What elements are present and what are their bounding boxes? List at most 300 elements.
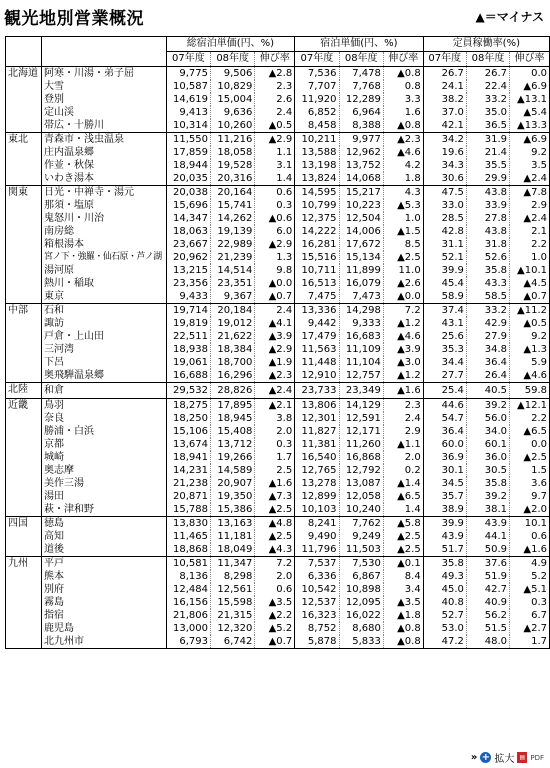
- area-name: 徳島: [41, 517, 166, 531]
- value-cell: 12,591: [339, 412, 383, 425]
- value-cell: 40.5: [466, 383, 509, 399]
- value-cell: 13,712: [211, 438, 255, 451]
- value-cell: 11,920: [295, 93, 339, 106]
- table-row: [6, 596, 550, 609]
- area-name: 奈良: [41, 412, 166, 425]
- value-cell: ▲2.6: [383, 277, 423, 290]
- value-cell: 21,238: [166, 477, 210, 490]
- value-cell: 34.3: [423, 159, 466, 172]
- value-cell: 20,184: [211, 304, 255, 318]
- value-cell: 10,581: [166, 557, 210, 571]
- value-cell: 9,249: [339, 530, 383, 543]
- value-cell: 18,938: [166, 343, 210, 356]
- value-cell: 13,278: [295, 477, 339, 490]
- value-cell: 43.8: [466, 186, 509, 200]
- value-cell: 36.0: [466, 451, 509, 464]
- value-cell: ▲0.8: [383, 119, 423, 133]
- value-cell: 0.6: [255, 583, 295, 596]
- value-cell: 18,700: [211, 356, 255, 369]
- value-cell: 16,683: [339, 330, 383, 343]
- region-label: 近畿: [6, 399, 42, 517]
- area-name: 指宿: [41, 609, 166, 622]
- value-cell: ▲4.3: [255, 543, 295, 557]
- value-cell: 3.1: [255, 159, 295, 172]
- value-cell: 0.8: [383, 80, 423, 93]
- value-cell: 8,388: [339, 119, 383, 133]
- value-cell: 30.5: [466, 464, 509, 477]
- value-cell: ▲6.9: [510, 80, 550, 93]
- value-cell: 10,799: [295, 199, 339, 212]
- area-name: 東京: [41, 290, 166, 304]
- area-name: 那須・塩原: [41, 199, 166, 212]
- col-y08: 08年度: [211, 52, 255, 67]
- value-cell: 11.0: [383, 264, 423, 277]
- value-cell: 12,792: [339, 464, 383, 477]
- value-cell: 37.6: [466, 557, 509, 571]
- value-cell: 2.4: [255, 304, 295, 318]
- table-row: [6, 343, 550, 356]
- value-cell: ▲2.3: [383, 133, 423, 147]
- value-cell: 37.0: [423, 106, 466, 119]
- value-cell: 9,977: [339, 133, 383, 147]
- value-cell: 1.6: [383, 106, 423, 119]
- value-cell: 23,351: [211, 277, 255, 290]
- value-cell: 24.1: [423, 80, 466, 93]
- value-cell: 34.2: [423, 133, 466, 147]
- table-row: [6, 543, 550, 557]
- value-cell: 18,275: [166, 399, 210, 413]
- value-cell: 14,619: [166, 93, 210, 106]
- value-cell: 16,022: [339, 609, 383, 622]
- col-growth: 伸び率: [383, 52, 423, 67]
- value-cell: ▲4.6: [383, 330, 423, 343]
- value-cell: 7,530: [339, 557, 383, 571]
- value-cell: 2.2: [510, 238, 550, 251]
- table-row: [6, 238, 550, 251]
- area-name: 美作三湯: [41, 477, 166, 490]
- value-cell: 7,707: [295, 80, 339, 93]
- value-cell: 17,895: [211, 399, 255, 413]
- value-cell: 52.1: [423, 251, 466, 264]
- value-cell: 15,788: [166, 503, 210, 517]
- value-cell: 27.7: [423, 369, 466, 383]
- value-cell: 8,458: [295, 119, 339, 133]
- value-cell: ▲1.8: [383, 609, 423, 622]
- value-cell: 22,989: [211, 238, 255, 251]
- value-cell: 6,964: [339, 106, 383, 119]
- table-row: [6, 503, 550, 517]
- value-cell: 4.3: [383, 186, 423, 200]
- value-cell: 8,680: [339, 622, 383, 635]
- value-cell: ▲6.5: [383, 490, 423, 503]
- value-cell: 5.2: [510, 570, 550, 583]
- value-cell: 10,711: [295, 264, 339, 277]
- value-cell: 47.5: [423, 186, 466, 200]
- value-cell: 10,240: [339, 503, 383, 517]
- value-cell: ▲2.2: [255, 609, 295, 622]
- value-cell: 8,241: [295, 517, 339, 531]
- value-cell: 42.8: [423, 225, 466, 238]
- table-row: [6, 93, 550, 106]
- value-cell: 3.4: [383, 583, 423, 596]
- value-cell: ▲0.8: [383, 635, 423, 649]
- value-cell: 12,375: [295, 212, 339, 225]
- value-cell: 36.4: [466, 356, 509, 369]
- value-cell: ▲5.1: [510, 583, 550, 596]
- value-cell: ▲0.7: [255, 290, 295, 304]
- value-cell: 22,511: [166, 330, 210, 343]
- value-cell: 9,490: [295, 530, 339, 543]
- value-cell: ▲1.4: [383, 477, 423, 490]
- value-cell: 2.1: [510, 225, 550, 238]
- value-cell: 45.0: [423, 583, 466, 596]
- value-cell: 59.8: [510, 383, 550, 399]
- area-name: 帯広・十勝川: [41, 119, 166, 133]
- value-cell: 13,215: [166, 264, 210, 277]
- value-cell: 48.0: [466, 635, 509, 649]
- value-cell: ▲4.5: [510, 277, 550, 290]
- value-cell: 27.9: [466, 330, 509, 343]
- value-cell: 13,674: [166, 438, 210, 451]
- table-row: [6, 557, 550, 571]
- value-cell: 6.7: [510, 609, 550, 622]
- value-cell: 33.2: [466, 93, 509, 106]
- value-cell: 6,742: [211, 635, 255, 649]
- value-cell: ▲7.8: [510, 186, 550, 200]
- value-cell: 37.4: [423, 304, 466, 318]
- area-name: 和倉: [41, 383, 166, 399]
- value-cell: 2.9: [510, 199, 550, 212]
- area-name: 奥飛騨温泉郷: [41, 369, 166, 383]
- table-row: [6, 317, 550, 330]
- value-cell: 19,266: [211, 451, 255, 464]
- value-cell: 29.9: [466, 172, 509, 186]
- value-cell: 15,217: [339, 186, 383, 200]
- value-cell: 0.6: [510, 530, 550, 543]
- value-cell: ▲2.5: [255, 530, 295, 543]
- table-row: [6, 330, 550, 343]
- value-cell: ▲0.7: [255, 635, 295, 649]
- value-cell: 44.6: [423, 399, 466, 413]
- value-cell: 1.4: [383, 503, 423, 517]
- value-cell: 51.7: [423, 543, 466, 557]
- value-cell: 19,528: [211, 159, 255, 172]
- value-cell: 9.7: [510, 490, 550, 503]
- area-name: 箱根湯本: [41, 238, 166, 251]
- value-cell: 23,356: [166, 277, 210, 290]
- value-cell: 44.1: [466, 530, 509, 543]
- table-row: [6, 264, 550, 277]
- value-cell: 26.7: [423, 67, 466, 81]
- region-label: 東北: [6, 133, 42, 186]
- value-cell: 25.6: [423, 330, 466, 343]
- value-cell: 23,733: [295, 383, 339, 399]
- value-cell: 18,058: [211, 146, 255, 159]
- value-cell: 9,413: [166, 106, 210, 119]
- value-cell: 38.9: [423, 503, 466, 517]
- value-cell: 36.5: [466, 119, 509, 133]
- area-name: 日光・中禅寺・湯元: [41, 186, 166, 200]
- value-cell: 16,296: [211, 369, 255, 383]
- value-cell: 56.2: [466, 609, 509, 622]
- col-y07: 07年度: [295, 52, 339, 67]
- area-name: 大雪: [41, 80, 166, 93]
- table-row: [6, 225, 550, 238]
- value-cell: 1.0: [383, 212, 423, 225]
- value-cell: 12,171: [339, 425, 383, 438]
- value-cell: ▲1.3: [510, 343, 550, 356]
- value-cell: 10,587: [166, 80, 210, 93]
- value-cell: 1.7: [255, 451, 295, 464]
- value-cell: 14,006: [339, 225, 383, 238]
- value-cell: 7,475: [295, 290, 339, 304]
- value-cell: 12,301: [295, 412, 339, 425]
- value-cell: 15,516: [295, 251, 339, 264]
- area-name: 南房総: [41, 225, 166, 238]
- value-cell: 11,503: [339, 543, 383, 557]
- value-cell: 36.4: [423, 425, 466, 438]
- area-name: 戸倉・上山田: [41, 330, 166, 343]
- value-cell: 12,058: [339, 490, 383, 503]
- value-cell: ▲2.9: [255, 343, 295, 356]
- value-cell: 33.0: [423, 199, 466, 212]
- value-cell: 3.8: [255, 412, 295, 425]
- value-cell: 14,129: [339, 399, 383, 413]
- value-cell: 11,260: [339, 438, 383, 451]
- value-cell: 12,757: [339, 369, 383, 383]
- value-cell: 16,281: [295, 238, 339, 251]
- value-cell: 0.3: [510, 596, 550, 609]
- value-cell: 20,035: [166, 172, 210, 186]
- value-cell: 14,231: [166, 464, 210, 477]
- pdf-link[interactable]: PDF: [530, 753, 544, 762]
- value-cell: 35.5: [466, 159, 509, 172]
- area-name: 北九州市: [41, 635, 166, 649]
- value-cell: ▲3.9: [383, 343, 423, 356]
- value-cell: 7,537: [295, 557, 339, 571]
- area-name: 鹿児島: [41, 622, 166, 635]
- value-cell: 11,181: [211, 530, 255, 543]
- region-label: 関東: [6, 186, 42, 304]
- area-name: 高知: [41, 530, 166, 543]
- area-name: 城崎: [41, 451, 166, 464]
- value-cell: ▲0.8: [383, 622, 423, 635]
- value-cell: 26.7: [466, 67, 509, 81]
- value-cell: 19,012: [211, 317, 255, 330]
- value-cell: ▲0.5: [255, 119, 295, 133]
- value-cell: ▲7.3: [255, 490, 295, 503]
- value-cell: 14,262: [211, 212, 255, 225]
- value-cell: 12,289: [339, 93, 383, 106]
- value-cell: 0.2: [383, 464, 423, 477]
- value-cell: 35.0: [466, 106, 509, 119]
- value-cell: 8.5: [383, 238, 423, 251]
- group3-header: 定員稼働率(%): [423, 37, 549, 52]
- region-label: 四国: [6, 517, 42, 557]
- value-cell: 43.9: [466, 517, 509, 531]
- table-row: [6, 369, 550, 383]
- value-cell: ▲2.4: [255, 383, 295, 399]
- table-row: [6, 477, 550, 490]
- value-cell: 26.4: [466, 369, 509, 383]
- value-cell: ▲2.9: [255, 238, 295, 251]
- value-cell: 52.7: [423, 609, 466, 622]
- value-cell: 5.9: [510, 356, 550, 369]
- area-name: 下呂: [41, 356, 166, 369]
- value-cell: 6,336: [295, 570, 339, 583]
- value-cell: 1.8: [383, 172, 423, 186]
- value-cell: 15,696: [166, 199, 210, 212]
- value-cell: 39.9: [423, 517, 466, 531]
- value-cell: 4.9: [510, 557, 550, 571]
- table-row: [6, 133, 550, 147]
- value-cell: 39.2: [466, 490, 509, 503]
- value-cell: 12,537: [295, 596, 339, 609]
- area-name: 京都: [41, 438, 166, 451]
- arrow-icon: »: [470, 752, 478, 763]
- value-cell: 9.2: [510, 330, 550, 343]
- value-cell: 36.9: [423, 451, 466, 464]
- value-cell: 13,588: [295, 146, 339, 159]
- value-cell: 1.4: [255, 172, 295, 186]
- value-cell: ▲1.6: [510, 543, 550, 557]
- value-cell: 18,868: [166, 543, 210, 557]
- value-cell: 8,752: [295, 622, 339, 635]
- value-cell: 45.4: [423, 277, 466, 290]
- value-cell: ▲2.4: [510, 212, 550, 225]
- value-cell: 0.6: [255, 186, 295, 200]
- value-cell: ▲2.5: [383, 251, 423, 264]
- value-cell: 10,223: [339, 199, 383, 212]
- region-label: 北陸: [6, 383, 42, 399]
- value-cell: 16,513: [295, 277, 339, 290]
- value-cell: 11,347: [211, 557, 255, 571]
- area-name: 勝浦・白浜: [41, 425, 166, 438]
- value-cell: ▲6.9: [510, 133, 550, 147]
- value-cell: 12,899: [295, 490, 339, 503]
- value-cell: 21,239: [211, 251, 255, 264]
- table-row: [6, 146, 550, 159]
- value-cell: 21.4: [466, 146, 509, 159]
- value-cell: 6,793: [166, 635, 210, 649]
- value-cell: 6,852: [295, 106, 339, 119]
- value-cell: ▲4.6: [510, 369, 550, 383]
- value-cell: 1.3: [255, 251, 295, 264]
- value-cell: 20,038: [166, 186, 210, 200]
- value-cell: 19,714: [166, 304, 210, 318]
- value-cell: 16,156: [166, 596, 210, 609]
- value-cell: ▲2.9: [255, 133, 295, 147]
- value-cell: 35.8: [466, 477, 509, 490]
- value-cell: 2.0: [383, 451, 423, 464]
- area-name: 定山渓: [41, 106, 166, 119]
- value-cell: 35.7: [423, 490, 466, 503]
- pdf-file-icon[interactable]: ▤: [517, 752, 527, 763]
- value-cell: 11,550: [166, 133, 210, 147]
- area-name: 宮ノ下・強羅・仙石原・芦ノ湖: [41, 251, 166, 264]
- value-cell: 7.2: [255, 557, 295, 571]
- value-cell: 18,941: [166, 451, 210, 464]
- value-cell: 8,298: [211, 570, 255, 583]
- value-cell: 13,198: [295, 159, 339, 172]
- value-cell: 25.4: [423, 383, 466, 399]
- value-cell: 5,878: [295, 635, 339, 649]
- value-cell: ▲1.2: [383, 369, 423, 383]
- value-cell: 39.2: [466, 399, 509, 413]
- value-cell: ▲0.7: [510, 290, 550, 304]
- value-cell: ▲5.2: [255, 622, 295, 635]
- value-cell: 9,775: [166, 67, 210, 81]
- value-cell: 9,506: [211, 67, 255, 81]
- value-cell: 19,061: [166, 356, 210, 369]
- area-name: 庄内温泉郷: [41, 146, 166, 159]
- value-cell: ▲2.3: [255, 369, 295, 383]
- value-cell: 17,479: [295, 330, 339, 343]
- value-cell: 38.2: [423, 93, 466, 106]
- value-cell: 18,250: [166, 412, 210, 425]
- value-cell: 15,386: [211, 503, 255, 517]
- value-cell: 43.1: [423, 317, 466, 330]
- table-row: [6, 399, 550, 413]
- value-cell: 22.4: [466, 80, 509, 93]
- value-cell: ▲13.3: [510, 119, 550, 133]
- value-cell: 2.0: [255, 425, 295, 438]
- value-cell: 12,504: [339, 212, 383, 225]
- plus-circle-icon[interactable]: +: [481, 752, 491, 763]
- zoom-link[interactable]: 拡大: [494, 754, 515, 765]
- value-cell: 14,347: [166, 212, 210, 225]
- value-cell: 16,868: [339, 451, 383, 464]
- value-cell: ▲10.1: [510, 264, 550, 277]
- area-name: 鳥羽: [41, 399, 166, 413]
- value-cell: 19,350: [211, 490, 255, 503]
- value-cell: 18,384: [211, 343, 255, 356]
- value-cell: 14,298: [339, 304, 383, 318]
- value-cell: 15,134: [339, 251, 383, 264]
- page-title: 観光地別営業概況: [4, 9, 144, 29]
- value-cell: 2.4: [255, 106, 295, 119]
- value-cell: 16,323: [295, 609, 339, 622]
- value-cell: 9.8: [255, 264, 295, 277]
- col-growth: 伸び率: [510, 52, 550, 67]
- area-name: 作並・秋保: [41, 159, 166, 172]
- value-cell: 43.3: [466, 277, 509, 290]
- value-cell: 12,484: [166, 583, 210, 596]
- value-cell: 11,216: [211, 133, 255, 147]
- value-cell: 1.7: [510, 635, 550, 649]
- value-cell: 16,079: [339, 277, 383, 290]
- value-cell: 34.5: [423, 477, 466, 490]
- value-cell: 10,829: [211, 80, 255, 93]
- value-cell: 2.5: [255, 464, 295, 477]
- value-cell: 20,962: [166, 251, 210, 264]
- table-row: [6, 635, 550, 649]
- value-cell: 60.1: [466, 438, 509, 451]
- value-cell: ▲0.5: [510, 317, 550, 330]
- table-row: [6, 172, 550, 186]
- value-cell: 7,768: [339, 80, 383, 93]
- value-cell: 19,819: [166, 317, 210, 330]
- region-header: [6, 37, 42, 67]
- value-cell: ▲2.5: [510, 451, 550, 464]
- area-name: いわき湯本: [41, 172, 166, 186]
- value-cell: 34.4: [423, 356, 466, 369]
- value-cell: 13,752: [339, 159, 383, 172]
- value-cell: 52.6: [466, 251, 509, 264]
- value-cell: 2.3: [255, 80, 295, 93]
- value-cell: 13,824: [295, 172, 339, 186]
- value-cell: 8,136: [166, 570, 210, 583]
